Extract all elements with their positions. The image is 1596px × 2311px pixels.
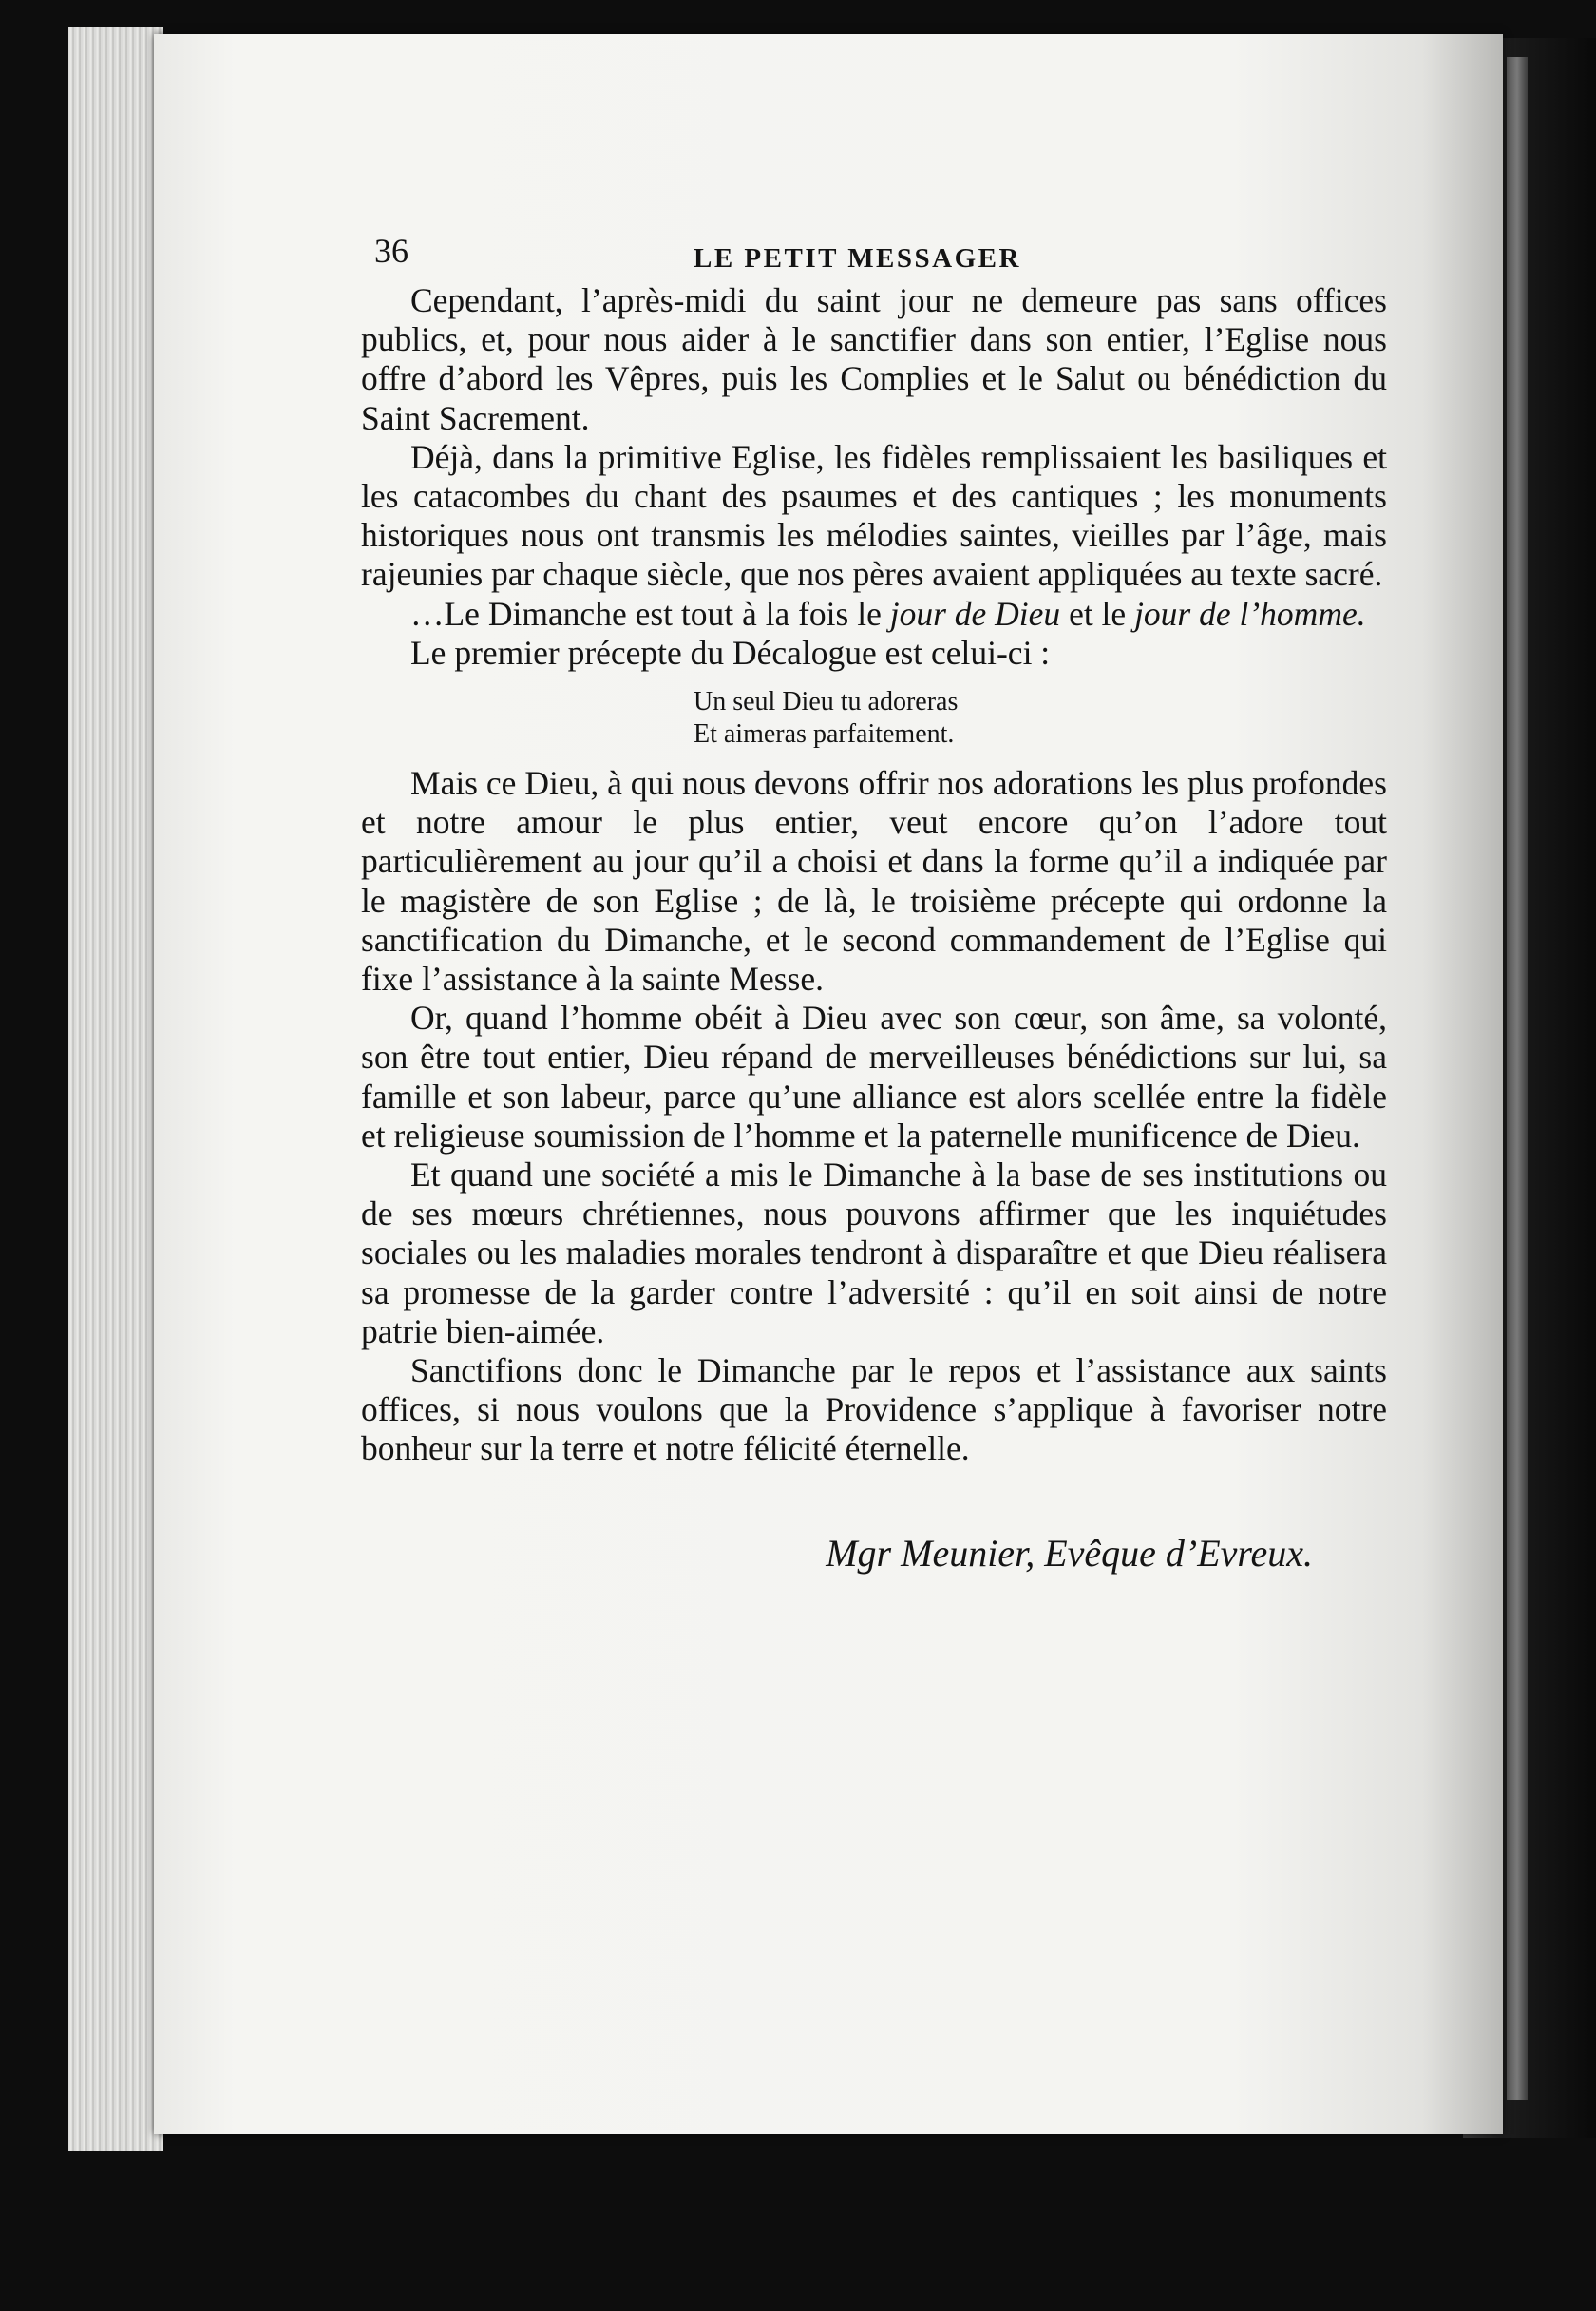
italic-jour-de-l-homme: jour de l’homme.: [1134, 594, 1366, 633]
signature-separator: ,: [1025, 1531, 1045, 1575]
running-header: [361, 232, 1387, 281]
italic-jour-de-dieu: jour de Dieu: [889, 594, 1061, 633]
book-page-edges: [68, 27, 163, 2151]
verse-line-1: Un seul Dieu tu adoreras: [694, 687, 959, 717]
paragraph-4: Le premier précepte du Décalogue est celui-ci :: [410, 633, 1051, 672]
verse-quote: [694, 686, 1387, 751]
paragraph-3-text-start: …Le Dimanche est tout à la fois le: [410, 594, 890, 633]
paragraph-3: [361, 595, 1387, 634]
paragraph-3-text-middle: et le: [1060, 594, 1135, 633]
facing-page-edge: [1507, 57, 1528, 2100]
paragraph-7: Et quand une société a mis le Dimanche à la base de ses institutions ou de ses mœurs chrétiennes, nous pouvons affirmer que les inquiétudes sociales ou les maladies morales tendront à disparaître et que Dieu réalisera sa promesse de la garder contre l’adversité : qu’il en soit ainsi de notre patrie bien-aimée.: [361, 1156, 1387, 1350]
paragraph-6: Or, quand l’homme obéit à Dieu avec son cœur, son âme, sa volonté, son être tout entier, Dieu répand de merveilleuses bénédictions sur lui, sa famille et son labeur, parce qu’une alliance est alors scellée entre la fidèle et religieuse soumission de l’homme et la paternelle munificence de Dieu.: [361, 999, 1387, 1155]
signature-name: Mgr Meunier: [826, 1531, 1026, 1575]
page-number: 36: [374, 232, 408, 270]
paragraph-5: Mais ce Dieu, à qui nous devons offrir nos adorations les plus profondes et notre amour le plus entier, veut encore qu’on l’adore tout particulièrement au jour qu’il a choisi et dans la forme qu’il a indiquée par le magistère de son Eglise ; de là, le troisième précepte qui ordonne la sanctification du Dimanche, et le second commandement de l’Eglise qui fixe l’assistance à la sainte Messe.: [361, 764, 1387, 999]
paragraph-8: Sanctifions donc le Dimanche par le repos et l’assistance aux saints offices, si nous voulons que la Providence s’applique à favoriser notre bonheur sur la terre et notre félicité éternelle.: [361, 1351, 1387, 1468]
signature: [361, 1531, 1387, 1575]
verse-line-2: Et aimeras parfaitement.: [694, 719, 955, 750]
paragraph-1: Cependant, l’après-midi du saint jour ne demeure pas sans offices publics, et, pour nous aider à le sanctifier dans son entier, l’Eglise nous offre d’abord les Vêpres, puis les Complies et le Salut ou bénédiction du Saint Sacrement.: [361, 281, 1387, 437]
running-title: LE PETIT MESSAGER: [694, 243, 1021, 274]
page-text-block: [361, 232, 1387, 1573]
paragraph-2: Déjà, dans la primitive Eglise, les fidèles remplissaient les basiliques et les catacombes du chant des psaumes et des cantiques ; les monuments historiques nous ont transmis les mélodies saintes, vieilles par l’âge, mais rajeunies par chaque siècle, que nos pères avaient appliquées au texte sacré.: [361, 437, 1387, 594]
signature-role: Evêque d’Evreux.: [1044, 1531, 1313, 1575]
